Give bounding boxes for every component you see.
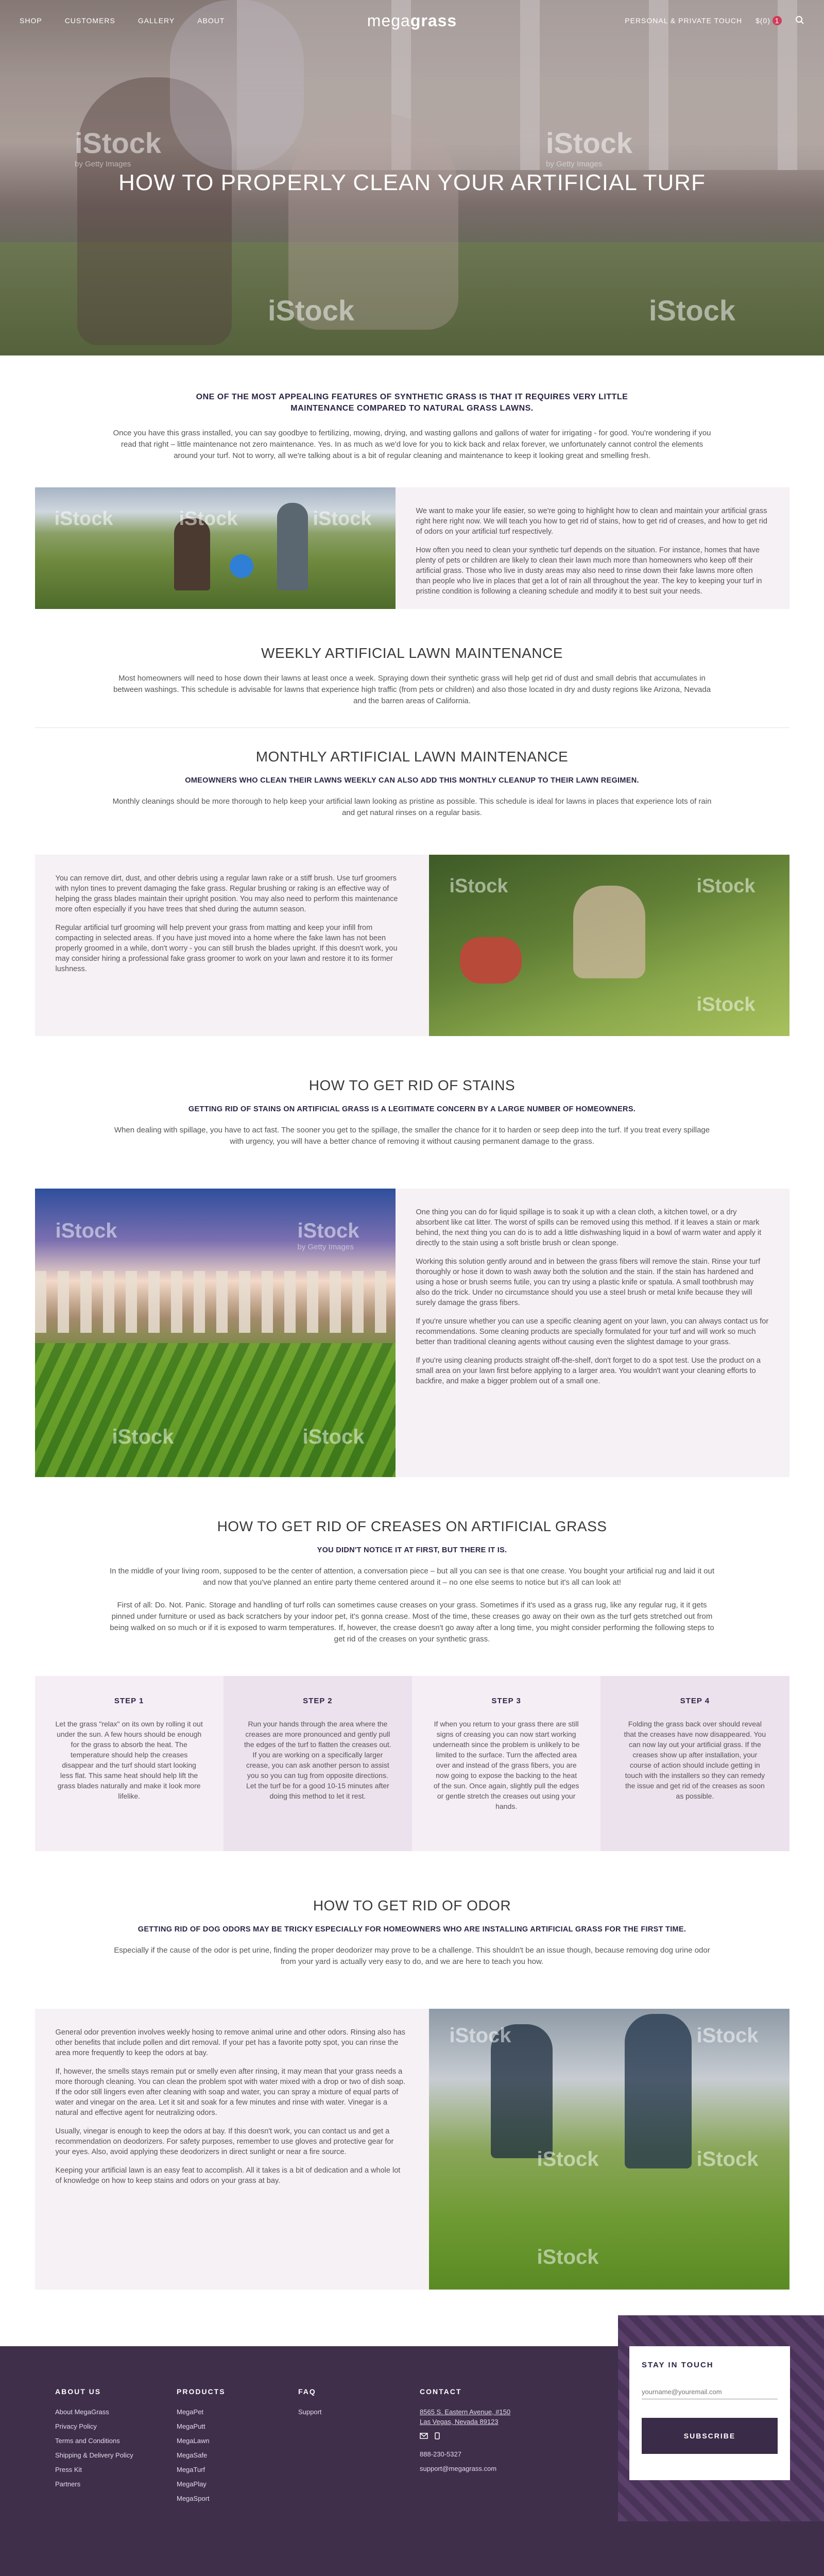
footer-link[interactable]: Privacy Policy [55, 2422, 97, 2430]
istock-watermark: iStock [696, 2148, 759, 2171]
intro-split [35, 487, 789, 609]
monthly-split-text [35, 855, 429, 1036]
paragraph: If, however, the smells stays remain put or smelly even after rinsing, it may mean that your grass needs a more thorough cleaning. You can clean the problem spot with water mixed with a drop or two of dish soap. If the odor still lingers even after cleaning with soap and water, you can spray a mixture of equal parts of water and vinegar on the area. Let it sit and soak for a few minutes and rinse with water. Vinegar is a natural and effective agent for neutralizing odors. [55, 2067, 405, 2117]
site-logo[interactable] [367, 11, 457, 30]
footer-link[interactable]: MegaPet [177, 2408, 204, 2416]
site-footer [0, 2346, 824, 2576]
footer-link[interactable]: MegaSafe [177, 2451, 208, 2459]
istock-watermark: iStock [313, 508, 372, 530]
weekly-section [0, 645, 824, 707]
istock-watermark: iStock by Getty Images [297, 1219, 359, 1251]
step-text: Let the grass "relax" on its own by rolling it out under the sun. A few hours should be enough for the grass to absorb the heat. The temperature should help the creases disappear and the turf should start looking less flat. This same heat should help lift the grass blades naturally and make it look more lifelike. [55, 1720, 203, 1800]
istock-watermark: iStock [696, 2024, 759, 2047]
nav-shop[interactable]: SHOP [20, 16, 42, 25]
istock-watermark: iStock [696, 994, 756, 1015]
intro-split-text [396, 487, 789, 609]
paragraph: Usually, vinegar is enough to keep the odors at bay. If this doesn't work, you can contact us and get a recommendation on deodorizers. For safety purposes, remember to use gloves and protective gear for your eyes. Also, avoid applying these deodorizers in direct sunlight or near a fire source. [55, 2127, 394, 2156]
newsletter-email-input[interactable] [642, 2385, 778, 2399]
section-title: HOW TO GET RID OF STAINS [308, 1077, 516, 1093]
crease-steps [35, 1676, 789, 1851]
mail-icon[interactable] [420, 2432, 428, 2442]
step-label: STEP 1 [114, 1697, 144, 1705]
section-body: First of all: Do. Not. Panic. Storage and handling of turf rolls can sometimes cause creases on your grass. Sometimes if it's used as a grass rug, like any regular rug, it it gets pinned under furniture or used as back scratchers by your indoor pet, it's gonna crease. Most of the time, these creases go away on their own as the turf gets stretched out from being walked on so much or if it is exposed to warm temperatures. If, however, the crease doesn't go away after a long time, you might consider performing the following steps to get rid of the creases on your synthetic grass. [110, 1601, 714, 1643]
istock-watermark: iStock [112, 1426, 174, 1448]
section-body: When dealing with spillage, you have to act fast. The sooner you get to the spillage, the smaller the chance for it to harden or seep deep into the turf. If you treat every spillage with urgency, you will have a better chance of removing it without causing permanent damage to the grass. [114, 1126, 710, 1146]
kids-playing-image [35, 487, 396, 609]
stains-section [0, 1077, 824, 1147]
section-subtitle: OMEOWNERS WHO CLEAN THEIR LAWNS WEEKLY CAN ALSO ADD THIS MONTHLY CLEANUP TO THEIR LAWN REGIMEN. [185, 776, 639, 785]
footer-link[interactable]: Support [298, 2408, 322, 2416]
monthly-split [35, 855, 789, 1036]
footer-link[interactable]: MegaTurf [177, 2466, 205, 2473]
garden-rake-image [429, 855, 789, 1036]
picket-fence-image [35, 1189, 396, 1477]
footer-link[interactable]: Shipping & Delivery Policy [55, 2451, 133, 2459]
nav-links [20, 16, 225, 25]
divider [35, 727, 789, 728]
phone-number[interactable]: 888-230-5327 [420, 2450, 461, 2458]
footer-link[interactable]: About MegaGrass [55, 2408, 109, 2416]
footer-link[interactable]: MegaPlay [177, 2480, 207, 2488]
creases-section [0, 1518, 824, 1645]
hero-banner [0, 0, 824, 355]
newsletter-panel [618, 2315, 824, 2521]
footer-products [177, 2387, 298, 2509]
newsletter-box [629, 2346, 790, 2480]
section-title: HOW TO GET RID OF CREASES ON ARTIFICIAL GRASS [217, 1518, 607, 1534]
page-title: HOW TO PROPERLY CLEAN YOUR ARTIFICIAL TURF [118, 170, 706, 195]
istock-watermark: iStock [696, 875, 756, 897]
section-title: MONTHLY ARTIFICIAL LAWN MAINTENANCE [255, 749, 569, 765]
step-card [600, 1676, 789, 1851]
step-card [35, 1676, 224, 1851]
istock-watermark: iStock [449, 875, 508, 897]
paragraph: If you're using cleaning products straight off-the-shelf, don't forget to do a spot test. Use the product on a small area on your lawn first before applying to a larger area. You wouldn't want your cleaning efforts to backfire, and make a bigger problem out of a small one. [416, 1357, 761, 1385]
istock-watermark: iStock [649, 294, 736, 327]
istock-watermark: iStock [179, 508, 238, 530]
istock-watermark: iStock [54, 508, 113, 530]
paragraph: General odor prevention involves weekly hosing to remove animal urine and other odors. Rinsing also has other benefits that include pollen and dirt removal. If your pet has a favorite potty spot, you can rinse the area more frequently to keep the odors at bay. [55, 2028, 405, 2057]
istock-watermark: iStock [537, 2246, 599, 2268]
search-icon[interactable] [795, 15, 804, 26]
istock-watermark: iStock [302, 1426, 365, 1448]
footer-link[interactable]: MegaLawn [177, 2437, 210, 2445]
footer-link[interactable]: Terms and Conditions [55, 2437, 120, 2445]
monthly-section [0, 749, 824, 819]
istock-watermark: iStock [449, 2024, 511, 2047]
section-body: In the middle of your living room, supposed to be the center of attention, a conversation piece – but all you can see is that one crease. You bought your artificial rug and laid it out and now that you've planned an entire party theme centered around it – no one else seems to notice but it's all can look at! [109, 1567, 715, 1587]
nav-about[interactable]: ABOUT [197, 16, 225, 25]
nav-contact-link[interactable]: PERSONAL & PRIVATE TOUCH [625, 16, 743, 25]
stains-split [35, 1189, 789, 1477]
nav-customers[interactable]: CUSTOMERS [64, 16, 115, 25]
intro-heading: ONE OF THE MOST APPEALING FEATURES OF SYNTHETIC GRASS IS THAT IT REQUIRES VERY LITTLE MAINTENANCE COMPARED TO NATURAL GRASS LAWNS. [196, 393, 628, 413]
footer-faq [298, 2387, 420, 2509]
logo-text: mega [367, 11, 410, 30]
istock-watermark: iStock [537, 2148, 599, 2171]
paragraph: One thing you can do for liquid spillage is to soak it up with a clean cloth, a kitchen towel, or a dry absorbent like cat litter. The worst of spills can be removed using this method. If it leaves a stain or mark behind, the next thing you can do is to add a little dishwashing liquid in a bowl of warm water and apply it directly to the stain using a soft bristle brush or clean sponge. [416, 1208, 762, 1247]
intro-section [0, 355, 824, 471]
footer-heading: PRODUCTS [177, 2387, 226, 2396]
section-subtitle: YOU DIDN'T NOTICE IT AT FIRST, BUT THERE IT IS. [317, 1546, 507, 1554]
step-text: Folding the grass back over should reveal that the creases have now disappeared. You can now lay out your artificial grass. If the creases show up after installation, your course of action should include getting in touch with the installers so they can remedy the issue and get rid of the creases as soon as possible. [624, 1720, 766, 1800]
step-card [412, 1676, 600, 1851]
odor-split-text [35, 2009, 429, 2290]
paragraph: We want to make your life easier, so we're going to highlight how to clean and maintain your artificial grass right here right now. We will teach you how to get rid of stains, how to get rid of creases, and how to get rid of odors on your artificial turf respectively. [416, 507, 767, 536]
intro-body: Once you have this grass installed, you can say goodbye to fertilizing, mowing, drying, and wasting gallons and gallons of water for irrigating - for good. You're wondering if you read that right – little maintenance not zero maintenance. Yes. In as much as we'd love for you to kick back and relax forever, we unfortunately cannot control the elements around your turf. Not to worry, all we're talking about is a bit of regular cleaning and maintenance to keep it looking great and smelling fresh. [113, 429, 711, 460]
section-title: WEEKLY ARTIFICIAL LAWN MAINTENANCE [261, 645, 563, 661]
logo-text-bold: grass [410, 11, 457, 30]
newsletter-heading: STAY IN TOUCH [642, 2361, 714, 2369]
footer-contact [420, 2387, 541, 2509]
cart-button[interactable] [756, 16, 782, 25]
step-label: STEP 3 [491, 1697, 521, 1705]
cart-count-badge: 1 [772, 16, 782, 25]
footer-about [55, 2387, 177, 2509]
paragraph: Keeping your artificial lawn is an easy feat to accomplish. All it takes is a bit of dedication and a whole lot of knowledge on how to keep stains and odors on your grass at bay. [55, 2166, 401, 2185]
paragraph: You can remove dirt, dust, and other debris using a regular lawn rake or a stiff brush. Use turf groomers with nylon tines to prevent damaging the fake grass. Regular brushing or raking is an effective way of helping the grass blades maintain their upright position. You may also need to perform this maintenance more often especially if you have trees that shed during the autumn season. [55, 874, 398, 913]
paragraph: If you're unsure whether you can use a specific cleaning agent on your lawn, you can always contact us for recommendations. Some cleaning products are specially formulated for your turf and will work so much better than traditional cleaning agents without causing even the slightest damage to your grass. [416, 1317, 769, 1346]
footer-heading: ABOUT US [55, 2387, 101, 2396]
phone-icon[interactable] [434, 2432, 440, 2442]
section-subtitle: GETTING RID OF STAINS ON ARTIFICIAL GRASS IS A LEGITIMATE CONCERN BY A LARGE NUMBER OF HOMEOWNERS. [188, 1105, 636, 1113]
nav-gallery[interactable]: GALLERY [138, 16, 175, 25]
top-nav [0, 0, 824, 41]
step-text: If when you return to your grass there are still signs of creasing you can now start working underneath since the problem is unlikely to be limited to the surface. Turn the affected area over and instead of the grass fibers, you are now going to expose the backing to the heat of the sun. Once again, slightly pull the edges or gentle stretch the creases out using your hands. [433, 1720, 580, 1810]
footer-columns [55, 2387, 541, 2509]
section-title: HOW TO GET RID OF ODOR [313, 1897, 511, 1913]
istock-watermark: iStock [55, 1219, 117, 1242]
email-link[interactable]: support@megagrass.com [420, 2465, 497, 2472]
nav-right [625, 15, 804, 26]
step-card [224, 1676, 412, 1851]
subscribe-button[interactable]: SUBSCRIBE [642, 2418, 778, 2454]
footer-heading: FAQ [298, 2387, 316, 2396]
istock-watermark: iStock by Getty Images [546, 127, 633, 168]
footer-link[interactable]: Press Kit [55, 2466, 82, 2473]
section-body: Monthly cleanings should be more thorough to help keep your artificial lawn looking as pristine as possible. This schedule is ideal for lawns in places that experience lots of rain and get natural rinses on a regular basis. [112, 797, 712, 817]
address-line[interactable]: 8565 S. Eastern Avenue, #150 [420, 2408, 511, 2416]
odor-section [0, 1897, 824, 1968]
step-label: STEP 4 [680, 1697, 710, 1705]
paragraph: Working this solution gently around and in between the grass fibers will remove the stain. Rinse your turf thoroughly or hose it down to wash away both the solution and the stain. If the stain has hardened and using a hose or brush seems futile, you can try using a plastic knife or spatula. A small toothbrush may also do the trick. Under no circumstance should you use a steel brush or metal knife because they will surely damage the grass fibers. [416, 1258, 761, 1307]
stains-split-text [396, 1189, 789, 1477]
section-subtitle: GETTING RID OF DOG ODORS MAY BE TRICKY ESPECIALLY FOR HOMEOWNERS WHO ARE INSTALLING ARTIFICIAL GRASS FOR THE FIRST TIME. [138, 1925, 686, 1934]
soccer-players-image [429, 2009, 789, 2290]
section-body: Most homeowners will need to hose down their lawns at least once a week. Spraying down their synthetic grass will help get rid of dust and small debris that accumulates in between washings. This schedule is advisable for lawns that experience high traffic (from pets or children) and also those located in dry and dusty regions like Arizona, Nevada and the barren areas of California. [113, 674, 711, 705]
paragraph: Regular artificial turf grooming will help prevent your grass from matting and keep your infill from compacting in selected areas. If you have just moved into a home where the fake lawn has not been properly groomed in a while, don't worry - you can still brush the blades upright. If this doesn't work, you may consider hiring a professional fake grass groomer to work on your lawn and restore it to its former lushness. [55, 924, 398, 973]
istock-watermark: iStock [268, 294, 355, 327]
footer-link[interactable]: MegaSport [177, 2495, 210, 2502]
step-text: Run your hands through the area where the creases are more pronounced and gently pull the edges of the turf to flatten the creases out. If you are working on a specifically larger crease, you can ask another person to assist you so you can tug from opposite directions. Let the turf be for a good 10-15 minutes after doing this method to let it rest. [244, 1720, 391, 1800]
istock-watermark: iStock by Getty Images [75, 127, 162, 168]
footer-heading: CONTACT [420, 2387, 462, 2396]
step-label: STEP 2 [303, 1697, 333, 1705]
odor-split [35, 2009, 789, 2290]
contact-icons [420, 2432, 541, 2442]
footer-link[interactable]: Partners [55, 2480, 81, 2488]
address-line[interactable]: Las Vegas, Nevada 89123 [420, 2418, 499, 2426]
paragraph: How often you need to clean your synthetic turf depends on the situation. For instance, homes that have plenty of pets or children are likely to clean their lawn much more than homeowners who keep off their artificial grass. Those who live in dusty areas may also need to rinse down their fake lawns more often than people who live in places that get a lot of rain all throughout the year. The key to keeping your turf in pristine condition is following a cleaning schedule and modify it to best suit your needs. [416, 546, 762, 596]
footer-link[interactable]: MegaPutt [177, 2422, 205, 2430]
cart-label: $(0) [756, 16, 770, 25]
section-body: Especially if the cause of the odor is pet urine, finding the proper deodorizer may prove to be a challenge. This shouldn't be an issue though, because removing dog urine odor from your yard is actually very easy to do, and we are here to teach you how. [114, 1946, 710, 1966]
